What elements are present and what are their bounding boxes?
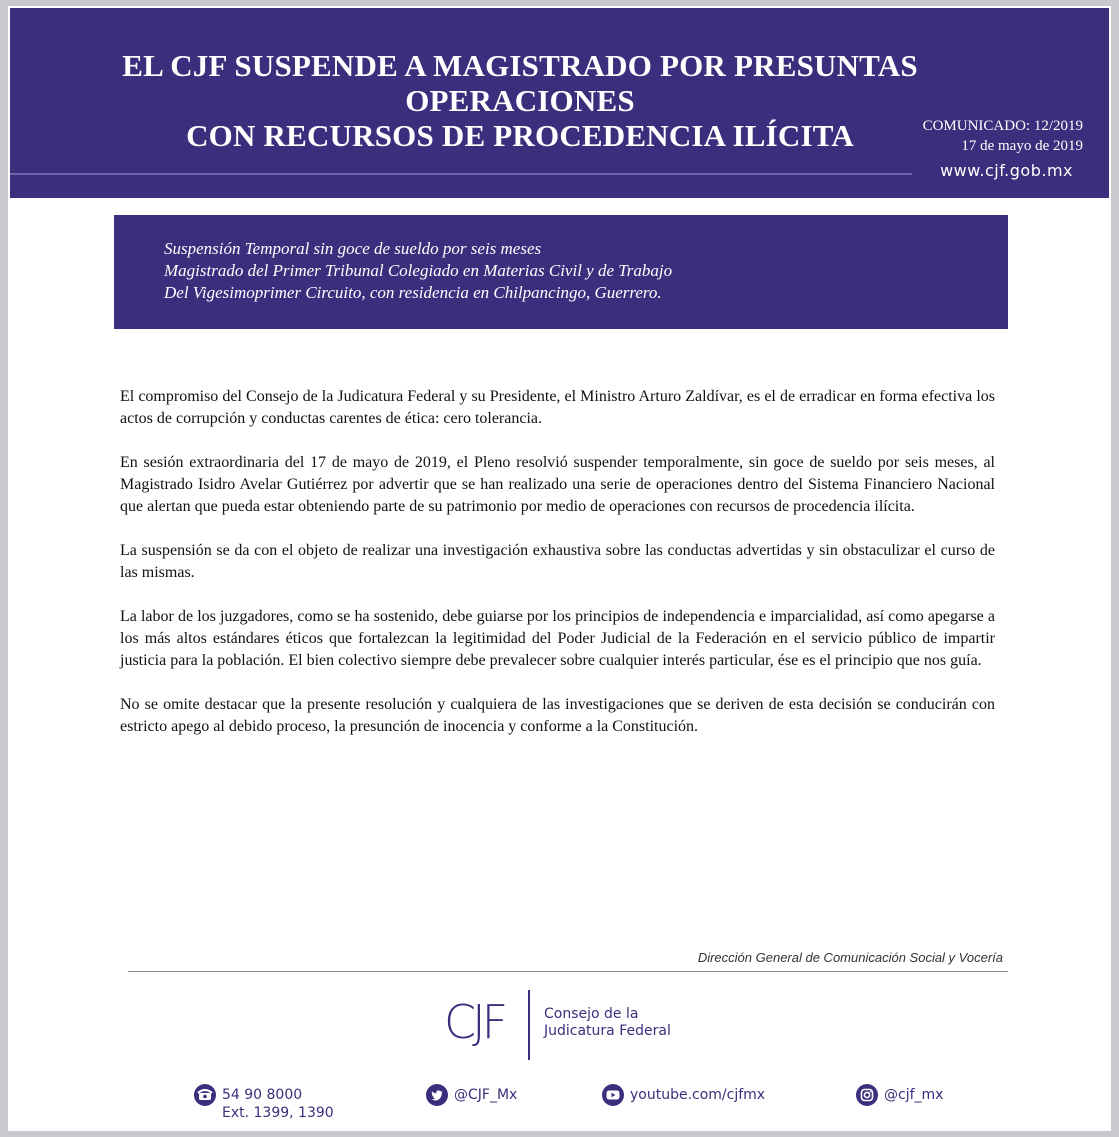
contact-youtube[interactable] (602, 1080, 765, 1106)
logo-divider (528, 990, 530, 1060)
summary-text (164, 238, 672, 304)
contact-instagram[interactable] (856, 1080, 943, 1106)
instagram-icon (856, 1084, 878, 1106)
summary-line-3: Del Vigesimoprimer Circuito, con residencia en Chilpancingo, Guerrero. (164, 283, 662, 302)
phone-number[interactable]: 54 90 8000 (222, 1087, 303, 1103)
summary-box (114, 215, 1008, 329)
website-link[interactable]: www.cjf.gob.mx (940, 161, 1073, 180)
release-info (923, 116, 1083, 156)
youtube-icon (602, 1084, 624, 1106)
headline-line-2: OPERACIONES (405, 83, 635, 118)
twitter-icon (426, 1084, 448, 1106)
press-release-page (8, 6, 1111, 1131)
banner-divider (10, 173, 912, 175)
logo-name-line-2: Judicatura Federal (544, 1023, 671, 1039)
contact-twitter[interactable] (426, 1080, 517, 1106)
signature: Dirección General de Comunicación Social y Vocería (697, 950, 1003, 965)
release-number: COMUNICADO: 12/2019 (922, 118, 1083, 134)
logo-name (544, 1006, 671, 1040)
paragraph: No se omite destacar que la presente resolución y cualquiera de las investigaciones que se deriven de esta decisión se conducirán con estricto apego al debido proceso, la presunción de inocencia y conforme a la Constitución. (120, 696, 995, 735)
release-date: 17 de mayo de 2019 (961, 138, 1083, 154)
paragraph: En sesión extraordinaria del 17 de mayo de 2019, el Pleno resolvió suspender temporalmente, sin goce de sueldo por seis meses, al Magistrado Isidro Avelar Gutiérrez por advertir que se han realizado una serie de operaciones dentro del Sistema Financiero Nacional que alertan que pueda estar obteniendo parte de su patrimonio por medio de operaciones con recursos de procedencia ilícita. (120, 454, 995, 515)
headline (100, 48, 940, 153)
summary-line-1: Suspensión Temporal sin goce de sueldo por seis meses (164, 239, 542, 258)
phone-icon (194, 1084, 216, 1106)
phone-info (222, 1080, 334, 1122)
header-banner (10, 8, 1109, 198)
summary-line-2: Magistrado del Primer Tribunal Colegiado en Materias Civil y de Trabajo (164, 261, 673, 280)
instagram-handle[interactable]: @cjf_mx (884, 1087, 944, 1103)
body-text (120, 386, 995, 760)
cjf-logo (444, 990, 724, 1062)
signature-divider (128, 971, 1008, 972)
paragraph: La suspensión se da con el objeto de realizar una investigación exhaustiva sobre las conductas advertidas y sin obstaculizar el curso de las mismas. (120, 542, 995, 581)
paragraph: La labor de los juzgadores, como se ha sostenido, debe guiarse por los principios de independencia e imparcialidad, así como apegarse a los más altos estándares éticos que fortalezcan la legitimidad del Poder Judicial de la Federación en el servicio público de impartir justicia para la población. El bien colectivo siempre debe prevalecer sobre cualquier interés particular, ése es el principio que nos guía. (120, 608, 995, 669)
contact-bar (194, 1080, 994, 1124)
phone-extension: Ext. 1399, 1390 (222, 1105, 334, 1121)
headline-line-3: CON RECURSOS DE PROCEDENCIA ILÍCITA (186, 118, 854, 153)
youtube-channel[interactable]: youtube.com/cjfmx (630, 1087, 766, 1103)
headline-line-1: EL CJF SUSPENDE A MAGISTRADO POR PRESUNTAS (122, 48, 918, 83)
contact-phone (194, 1080, 334, 1122)
twitter-handle[interactable]: @CJF_Mx (454, 1087, 518, 1103)
logo-name-line-1: Consejo de la (544, 1006, 639, 1022)
paragraph: El compromiso del Consejo de la Judicatura Federal y su Presidente, el Ministro Arturo Zaldívar, es el de erradicar en forma efectiva los actos de corrupción y conductas carentes de ética: cero tolerancia. (120, 388, 995, 427)
logo-mark: CJF (444, 995, 505, 1049)
